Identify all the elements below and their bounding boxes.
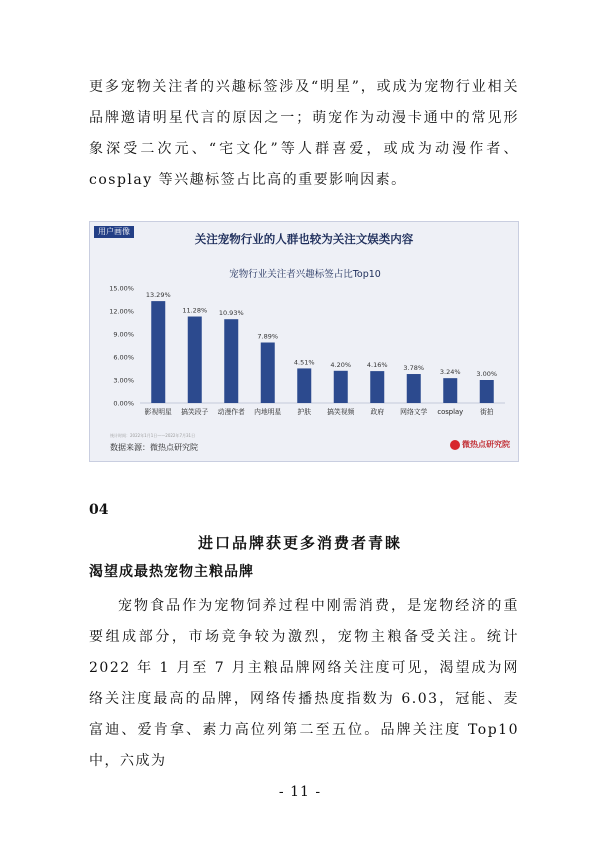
y-tick-label: 0.00% [113,399,134,408]
bar [480,380,494,403]
x-tick-label: 政府 [370,408,385,416]
bar [407,374,421,403]
subsection-title: 渴望成最热宠物主粮品牌 [89,564,254,580]
x-tick-label: 动漫作者 [217,408,245,416]
section-title: 进口品牌获更多消费者青睐 [197,534,402,552]
x-tick-label: 护肤 [297,408,312,416]
x-tick-label: 影视明星 [144,408,172,416]
y-tick-label: 12.00% [109,307,134,316]
bar-value-label: 7.89% [257,332,279,341]
x-tick-label: 街拍 [479,408,494,416]
bar [370,371,384,403]
section-number: 04 [89,502,109,518]
bar-value-label: 13.29% [145,291,171,300]
chart-title: 宠物行业关注者兴趣标签占比Top10 [229,269,381,280]
bar-chart [90,222,520,463]
body-paragraph-1: 更多宠物关注者的兴趣标签涉及“明星”，或成为宠物行业相关品牌邀请明星代言的原因之一；萌宠作为动漫卡通中的常见形象深受二次元、“宅文化”等人群喜爱，或成为动漫作者、cosplay 等兴趣标签占比高的重要影响因素。 [89,79,519,188]
bar-value-label: 3.78% [403,364,425,373]
x-tick-label: 内地明星 [254,408,282,416]
bar-value-label: 4.51% [293,358,315,367]
bar [443,378,457,403]
bar-value-label: 3.00% [476,370,498,378]
x-tick-label: 搞笑段子 [181,408,209,416]
chart-figure [89,221,519,462]
bar-value-label: 11.28% [182,306,208,315]
bar [224,319,238,403]
bar [297,368,311,403]
x-tick-label: cosplay [437,408,464,416]
bar-value-label: 4.16% [366,361,388,370]
logo-text: 微热点研究院 [462,440,510,449]
bar-value-label: 10.93% [218,309,244,318]
y-tick-label: 3.00% [113,376,134,385]
y-tick-label: 9.00% [113,330,134,339]
figure-period: 统计时间：2022年1月1日——2022年7月31日 [110,433,196,438]
x-tick-label: 网络文学 [400,408,428,416]
bar [334,371,348,403]
bar-value-label: 3.24% [439,368,461,377]
bar-value-label: 4.20% [330,360,352,369]
y-tick-label: 6.00% [113,353,134,362]
y-tick-label: 15.00% [109,284,134,293]
logo-mark-icon [450,440,460,450]
page-number: - 11 - [278,784,322,800]
research-institute-logo [450,439,510,450]
figure-source: 数据来源：微热点研究院 [110,443,198,452]
bar [261,343,275,403]
bar [188,317,202,403]
bar [151,301,165,403]
figure-tag: 用户画像 [94,226,134,238]
body-paragraph-2: 宠物食品作为宠物饲养过程中刚需消费，是宠物经济的重要组成部分，市场竞争较为激烈，宠物主粮备受关注。统计 2022 年 1 月至 7 月主粮品牌网络关注度可见，渴望成为网络关注度最高的品牌，网络传播热度指数为 6.03，冠能、麦富迪、爱肯拿、素力高位列第二至五位。品牌关注度 Top10 中，六成为 [89,598,519,769]
x-tick-label: 搞笑视频 [327,408,355,416]
figure-title: 关注宠物行业的人群也较为关注文娱类内容 [194,232,414,246]
